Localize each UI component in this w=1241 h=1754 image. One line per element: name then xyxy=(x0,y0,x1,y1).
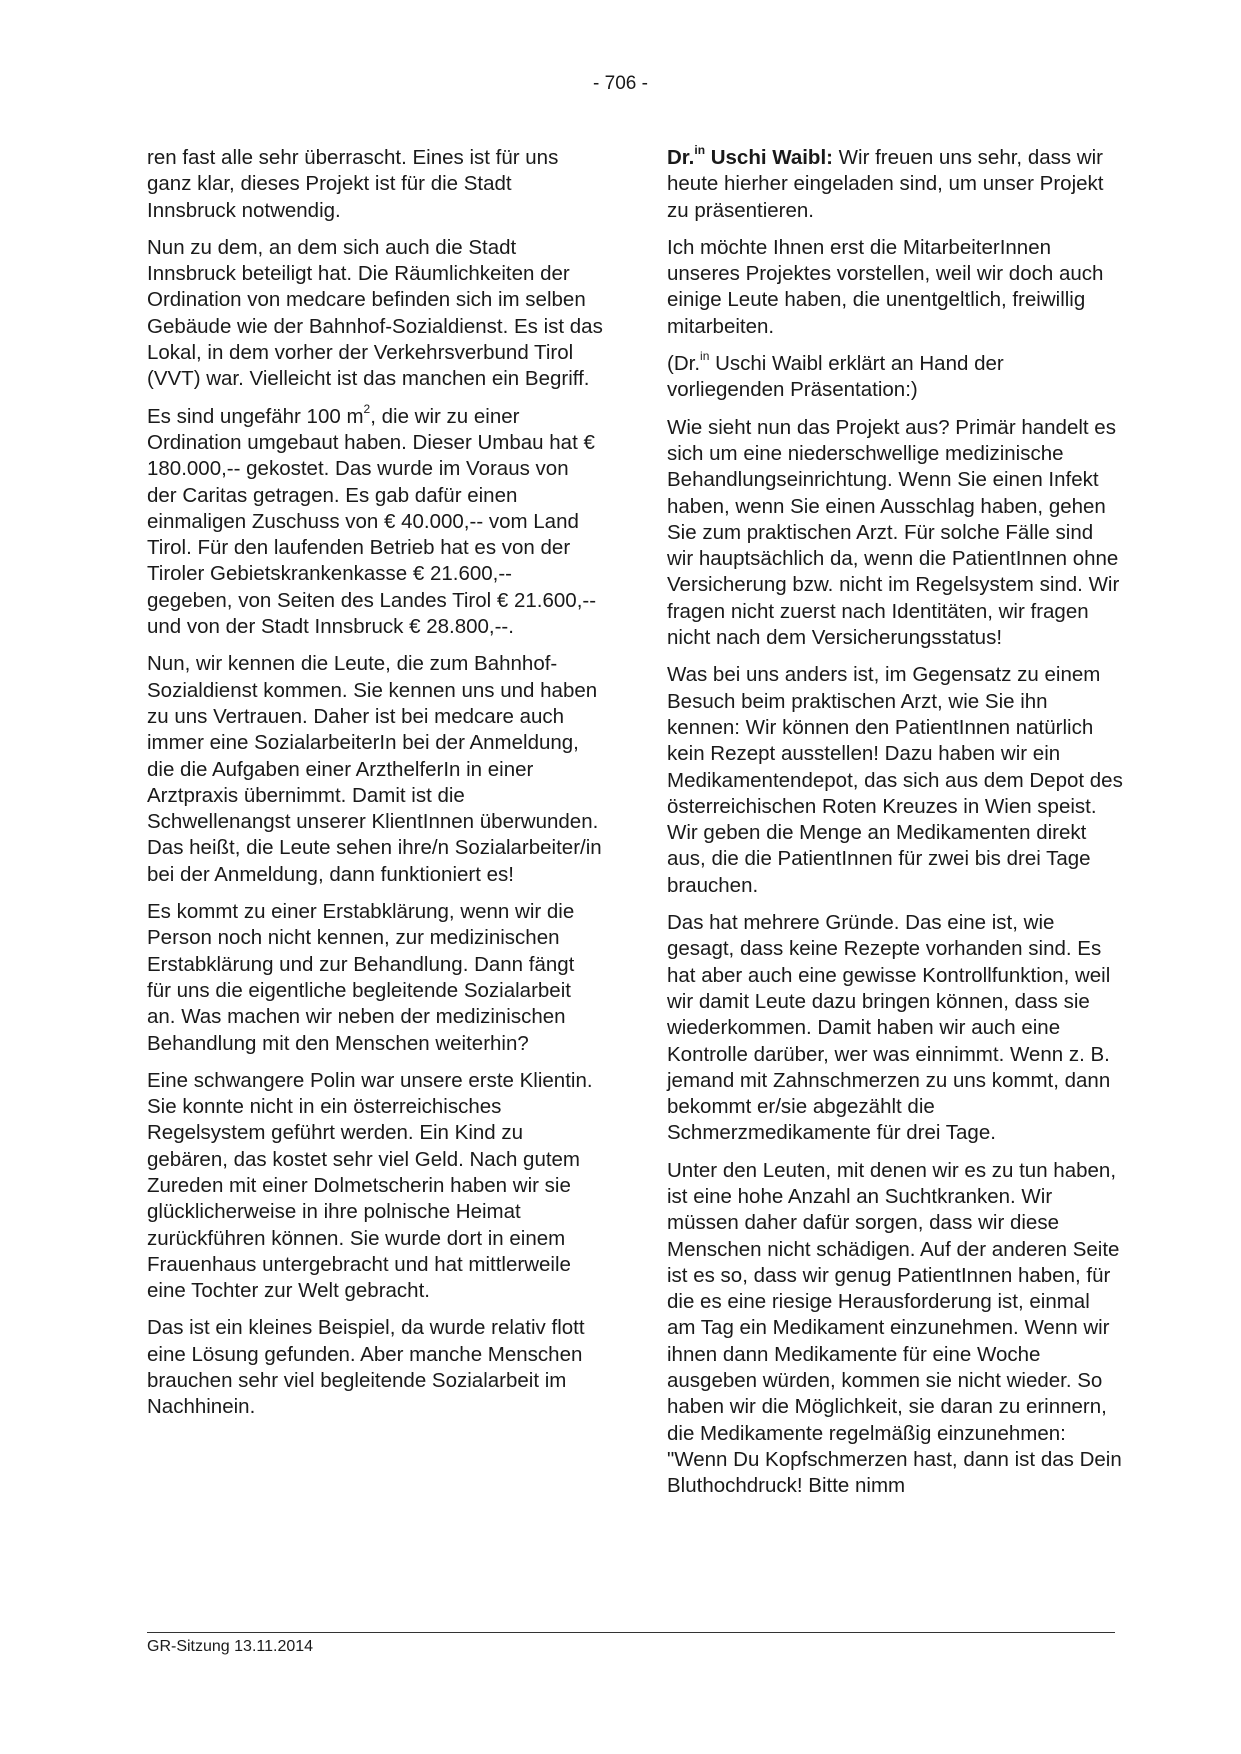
paragraph: Ich möchte Ihnen erst die MitarbeiterInnen unseres Projektes vorstellen, weil wir doch auch einige Leute haben, die unentgeltlich, freiwillig mitarbeiten. xyxy=(667,235,1104,338)
speaker-prefix: Dr. xyxy=(667,146,695,169)
paragraph: Nun, wir kennen die Leute, die zum Bahnhof-Sozialdienst kommen. Sie kennen uns und haben zu uns Vertrauen. Daher ist bei medcare auch immer eine SozialarbeiterIn bei der Anmeldung, die die Aufgaben einer ArzthelferIn in einer Arztpraxis übernimmt. Damit ist die Schwellenangst unserer KlientInnen überwunden. Das heißt, die Leute sehen ihre/n Sozialarbeiter/in bei der Anmeldung, dann funktioniert es! xyxy=(147,652,602,886)
speaker-text: Wir freuen uns sehr, dass wir heute hierher eingeladen sind, um unser Projekt zu präsentieren. xyxy=(667,146,1104,222)
stage-direction xyxy=(667,351,1123,404)
stage-direction-prefix: (Dr. xyxy=(667,352,701,376)
paragraph: Unter den Leuten, mit denen wir es zu tun haben, ist eine hohe Anzahl an Suchtkranken. Wir müssen daher dafür sorgen, dass wir diese Menschen nicht schädigen. Auf der anderen Seite ist es so, dass wir genug PatientInnen haben, für die es eine riesige Herausforderung ist, einmal am Tag ein Medikament einzunehmen. Wenn wir ihnen dann Medikamente für eine Woche ausgeben würden, kommen sie nicht wieder. So haben wir die Möglichkeit, sie daran zu erinnern, die Medikamente regelmäßig einzunehmen: "Wenn Du Kopfschmerzen hast, dann ist das Dein Bluthochdruck! Bitte nimm xyxy=(667,1158,1122,1498)
stage-direction-superscript: in xyxy=(700,349,710,364)
left-column xyxy=(147,145,603,1432)
page-number: - 706 - xyxy=(593,73,648,94)
square-superscript: 2 xyxy=(363,401,371,416)
speaker-title-superscript: in xyxy=(694,143,706,158)
paragraph: Es kommt zu einer Erstabklärung, wenn wir die Person noch nicht kennen, zur medizinischen Erstabklärung und zur Behandlung. Dann fängt für uns die eigentliche begleitende Sozialarbeit an. Was machen wir neben der medizinischen Behandlung mit den Menschen weiterhin? xyxy=(147,900,575,1055)
footer-divider xyxy=(147,1632,1115,1633)
area-text-after: , die wir zu einer Ordination umgebaut haben. Dieser Umbau hat € 180.000,-- gekostet. Das wurde im Voraus von der Caritas getragen. Es gab dafür einen einmaligen Zuschuss von € 40.000,-- vom Land Tirol. Für den laufenden Betrieb hat es von der Tiroler Gebietskrankenkasse € 21.600,-- gegeben, von Seiten des Landes Tirol € 21.600,-- und von der Stadt Innsbruck € 28.800,--. xyxy=(147,404,597,639)
paragraph: ren fast alle sehr überrascht. Eines ist für uns ganz klar, dieses Projekt ist für die Stadt Innsbruck notwendig. xyxy=(147,146,559,222)
paragraph-area xyxy=(147,401,603,641)
paragraph: Das ist ein kleines Beispiel, da wurde relativ flott eine Lösung gefunden. Aber manche Menschen brauchen sehr viel begleitende Sozialarbeit im Nachhinein. xyxy=(147,1316,585,1419)
paragraph: Eine schwangere Polin war unsere erste Klientin. Sie konnte nicht in ein österreichisches Regelsystem geführt werden. Ein Kind zu gebären, das kostet sehr viel Geld. Nach gutem Zureden mit einer Dolmetscherin haben wir sie glücklicherweise in ihre polnische Heimat zurückführen können. Sie wurde dort in einem Frauenhaus untergebracht und hat mittlerweile eine Tochter zur Welt gebracht. xyxy=(147,1068,593,1303)
paragraph: Das hat mehrere Gründe. Das eine ist, wie gesagt, dass keine Rezepte vorhanden sind. Es hat aber auch eine gewisse Kontrollfunktion, weil wir damit Leute dazu bringen können, dass sie wiederkommen. Damit haben wir auch eine Kontrolle darüber, wer was einnimmt. Wenn z. B. jemand mit Zahnschmerzen zu uns kommt, dann bekommt er/sie abgezählt die Schmerzmedikamente für drei Tage. xyxy=(667,911,1111,1145)
area-text-before: Es sind ungefähr 100 m xyxy=(147,404,364,428)
speaker-name xyxy=(667,143,833,169)
paragraph: Nun zu dem, an dem sich auch die Stadt Innsbruck beteiligt hat. Die Räumlichkeiten der Ordination von medcare befinden sich im selben Gebäude wie der Bahnhof-Sozialdienst. Es ist das Lokal, in dem vorher der Verkehrsverbund Tirol (VVT) war. Vielleicht ist das manchen ein Begriff. xyxy=(147,235,603,391)
footer-session-date: GR-Sitzung 13.11.2014 xyxy=(147,1638,314,1655)
paragraph: Wie sieht nun das Projekt aus? Primär handelt es sich um eine niederschwellige medizinische Behandlungseinrichtung. Wenn Sie einen Infekt haben, wenn Sie einen Ausschlag haben, gehen Sie zum praktischen Arzt. Für solche Fälle sind wir hauptsächlich da, wenn die PatientInnen ohne Versicherung bzw. nicht im Regelsystem sind. Wir fragen nicht zuerst nach Identitäten, wir fragen nicht nach dem Versicherungsstatus! xyxy=(667,415,1120,650)
stage-direction-text: Uschi Waibl erklärt an Hand der vorliegenden Präsentation:) xyxy=(667,352,1004,402)
speaker-paragraph xyxy=(667,145,1123,224)
speaker-label: Uschi Waibl: xyxy=(705,146,833,169)
paragraph: Was bei uns anders ist, im Gegensatz zu einem Besuch beim praktischen Arzt, wie Sie ihn kennen: Wir können den PatientInnen natürlich kein Rezept ausstellen! Dazu haben wir ein Medikamentendepot, das sich aus dem Depot des österreichischen Roten Kreuzes in Wien speist. Wir geben die Menge an Medikamenten direkt aus, die die PatientInnen für zwei bis drei Tage brauchen. xyxy=(667,663,1123,897)
right-column xyxy=(667,145,1123,1511)
